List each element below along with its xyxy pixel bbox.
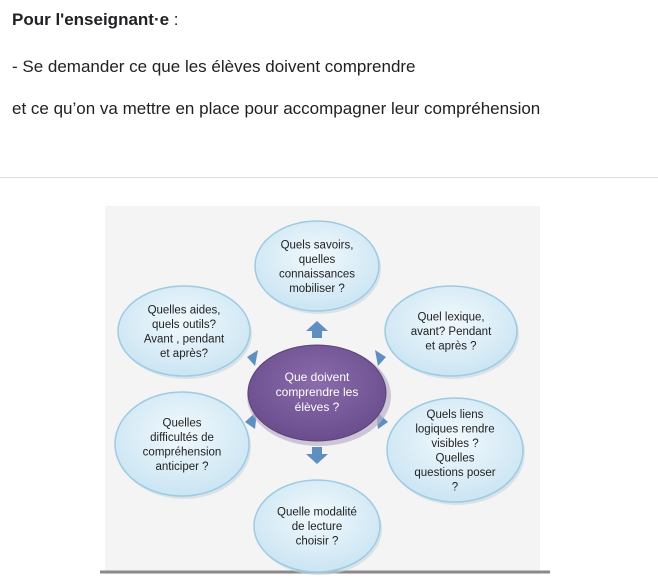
bubble-text: difficultés de	[150, 431, 214, 444]
bubble-text: logiques rendre	[415, 423, 495, 436]
bubble-text: Quels savoirs,	[280, 239, 354, 252]
bubble-text: de lecture	[291, 521, 343, 533]
bubble-text: questions poser	[414, 466, 496, 479]
bubble-text: et après ?	[425, 340, 477, 353]
bubble-shape	[115, 392, 249, 496]
heading-colon: :	[169, 10, 179, 29]
bubble-text: visibles ?	[431, 437, 479, 450]
bubble-text: et après?	[160, 347, 208, 360]
bubble-text: anticiper ?	[155, 460, 209, 473]
bubble-text: ?	[451, 481, 459, 494]
bubble-shape	[118, 286, 250, 376]
bubble-text: mobiliser ?	[289, 282, 345, 295]
bubble-text: Quels liens	[426, 408, 484, 421]
bubble-text: Avant , pendant	[143, 333, 225, 346]
bubble-text: compréhension	[142, 446, 222, 459]
bubble-text: Quelles	[162, 417, 202, 430]
bubble-text: Quel lexique,	[417, 311, 485, 324]
bubble-text: Quelles aides,	[147, 304, 221, 317]
center-text: comprendre les	[275, 385, 359, 399]
heading-bold: Pour l'enseignant·e	[12, 10, 170, 29]
center-text: élèves ?	[294, 400, 340, 414]
bubble-text: avant? Pendant	[410, 326, 492, 338]
bubble-text: quels outils?	[152, 318, 216, 331]
center-text: Que doivent	[284, 370, 350, 384]
bubble-text: choisir ?	[295, 535, 339, 548]
intro-line-2: et ce qu’on va mettre en place pour accompagner leur compréhension	[12, 99, 541, 118]
diagram-figure	[0, 178, 658, 587]
bubble-text: Quelles	[435, 452, 475, 465]
bubble-text: Quelle modalité	[277, 506, 357, 519]
bubble-text: connaissances	[278, 268, 356, 281]
diagram-svg	[0, 178, 658, 587]
bubble-text: quelles	[298, 253, 336, 266]
intro-line-1: - Se demander ce que les élèves doivent comprendre	[12, 57, 416, 76]
teacher-heading	[12, 10, 179, 30]
bubble-shape	[255, 221, 379, 311]
